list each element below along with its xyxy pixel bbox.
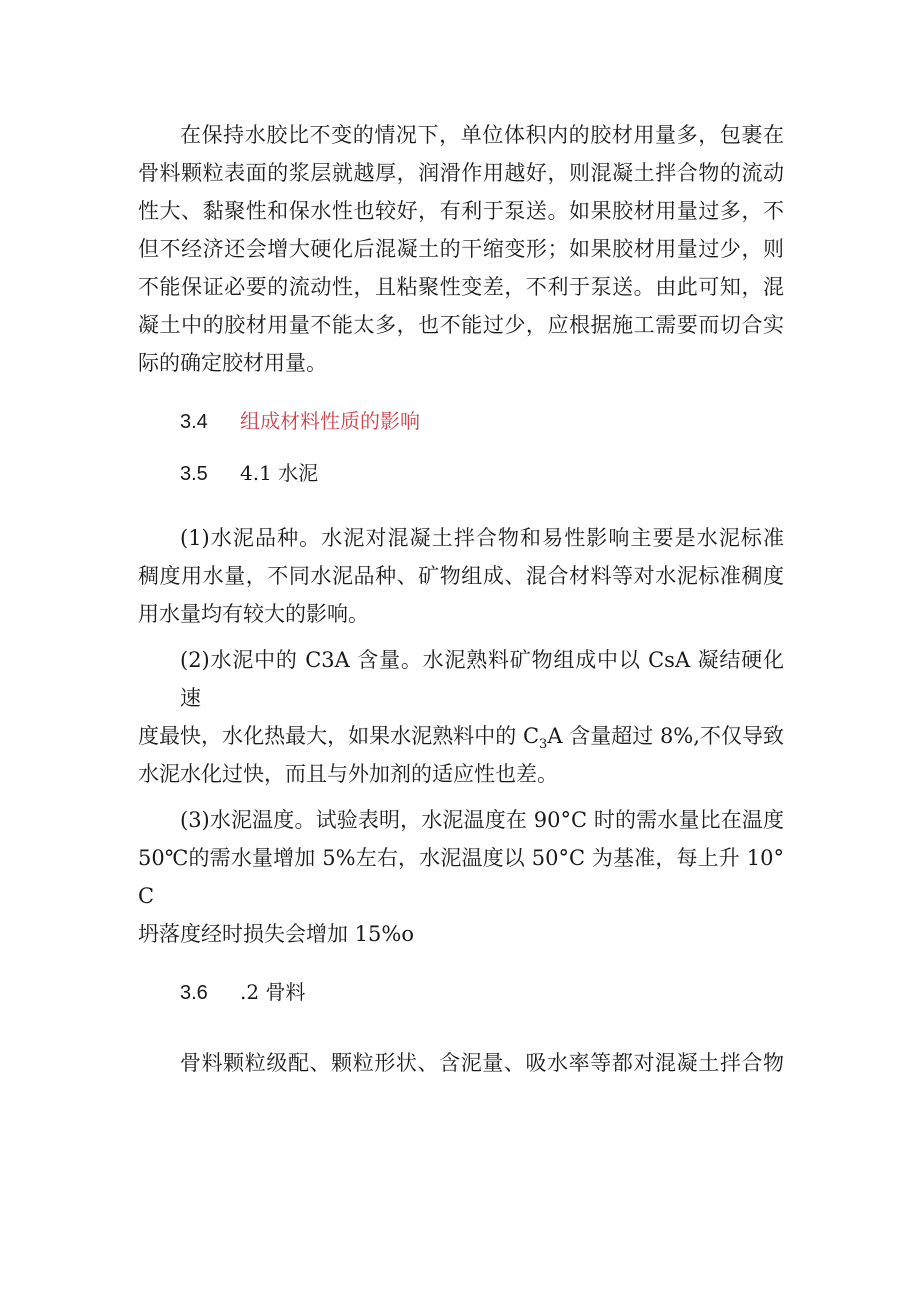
text-line: 用水量均有较大的影响。: [138, 602, 369, 626]
paragraph-c3a-content: [138, 641, 784, 793]
text-line: (1)水泥品种。水泥对混凝土拌合物和易性影响主要是水泥标准: [180, 526, 784, 550]
text-line: 但不经济还会增大硬化后混凝土的干缩变形；如果胶材用量过少，则: [138, 237, 784, 261]
document-page: [138, 116, 784, 1082]
text-line: 在保持水胶比不变的情况下，单位体积内的胶材用量多，包裹在: [180, 123, 784, 147]
text-line: 不能保证必要的流动性，且粘聚性变差，不利于泵送。由此可知，混: [138, 275, 784, 299]
text-line: 水泥水化过快，而且与外加剂的适应性也差。: [138, 762, 558, 786]
text-segment: A 含量超过 8%,不仅导致: [547, 724, 784, 748]
text-line: 凝土中的胶材用量不能太多，也不能过少，应根据施工需要而切合实: [138, 313, 784, 337]
text-line: [138, 717, 784, 755]
text-line: 稠度用水量，不同水泥品种、矿物组成、混合材料等对水泥标准稠度: [138, 564, 784, 588]
paragraph-cement-type: [138, 519, 784, 633]
text-segment: 度最快，水化热最大，如果水泥熟料中的 C: [138, 724, 540, 748]
text-line: 骨料颗粒表面的浆层就越厚，润滑作用越好，则混凝土拌合物的流动: [138, 161, 784, 185]
text-line: 骨料颗粒级配、颗粒形状、含泥量、吸水率等都对混凝土拌合物: [180, 1051, 784, 1075]
section-number: 3.6: [180, 982, 208, 1004]
text-line: 50℃的需水量增加 5%左右，水泥温度以 50°C 为基准，每上升 10°C: [138, 846, 784, 908]
section-heading-3-6: [138, 973, 784, 1012]
paragraph-binder-content: [138, 116, 784, 382]
text-line: 际的确定胶材用量。: [138, 351, 327, 375]
paragraph-cement-temperature: [138, 801, 784, 953]
section-heading-3-5: [138, 454, 784, 493]
subscript: 3: [539, 737, 548, 753]
section-heading-3-4: [138, 402, 784, 441]
text-line: (2)水泥中的 C3A 含量。水泥熟料矿物组成中以 CsA 凝结硬化速: [180, 648, 784, 710]
section-title: 组成材料性质的影响: [240, 409, 420, 433]
section-number: 3.4: [180, 411, 208, 433]
paragraph-aggregate: [138, 1044, 784, 1082]
text-line: 性大、黏聚性和保水性也较好，有利于泵送。如果胶材用量过多，不: [138, 199, 784, 223]
text-line: 坍落度经时损失会增加 15%o: [138, 922, 414, 946]
section-title: .2 骨料: [240, 980, 306, 1004]
text-line: (3)水泥温度。试验表明，水泥温度在 90°C 时的需水量比在温度: [180, 808, 784, 832]
section-number: 3.5: [180, 463, 208, 485]
section-title: 4.1 水泥: [240, 461, 319, 485]
